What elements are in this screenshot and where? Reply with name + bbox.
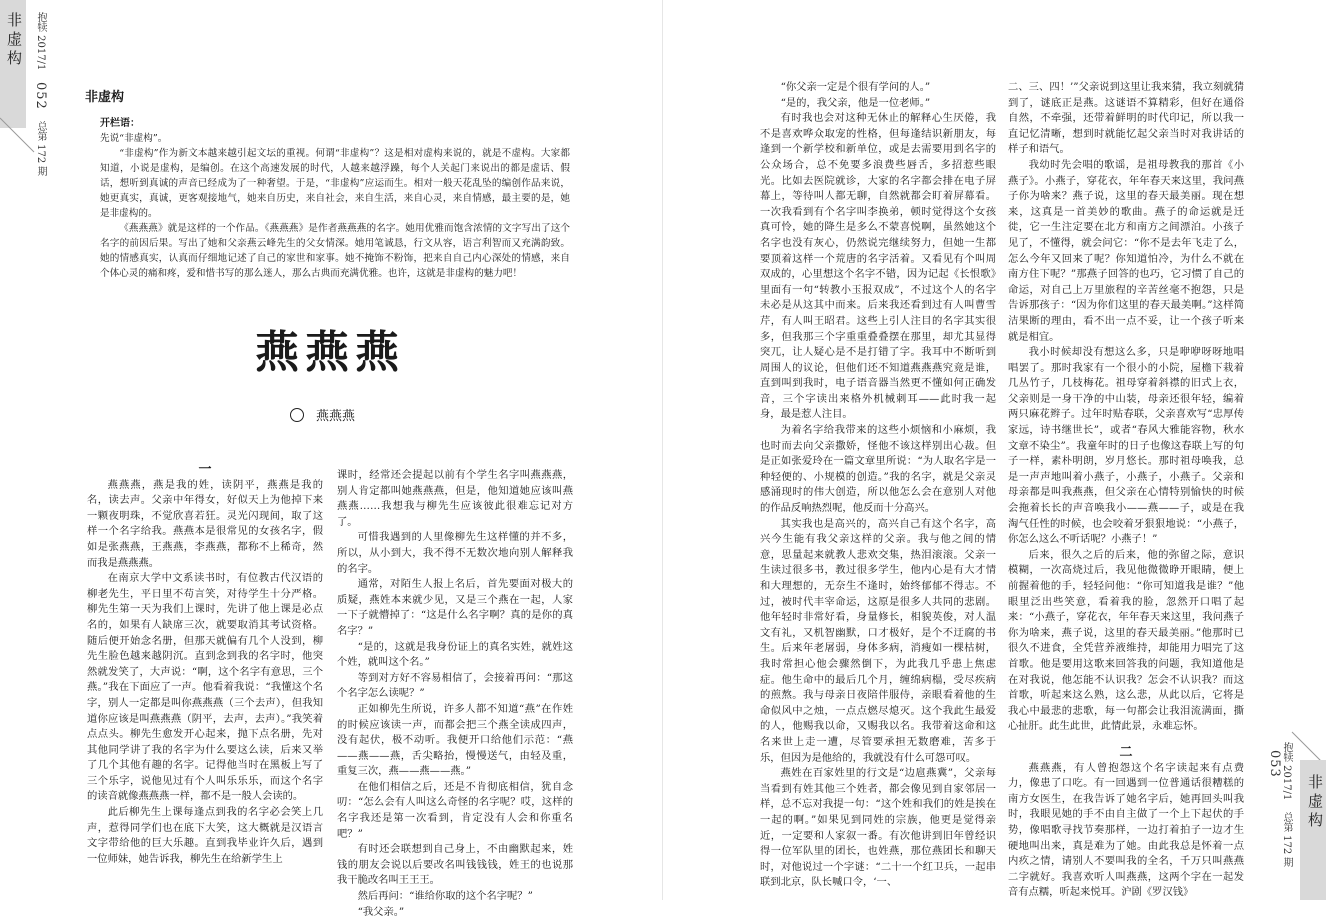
paragraph: “你父亲一定是个很有学问的人。” <box>780 81 931 93</box>
right-tab-label: 非虚构 <box>1306 774 1324 831</box>
right-journal: 抱犊 2017/1 <box>1281 742 1292 801</box>
paragraph: 然后再问：“谁给你取的这个名字呢？” <box>357 890 533 903</box>
left-running-header <box>34 12 46 176</box>
section-number-2: 二 <box>1119 744 1133 760</box>
text-column-4 <box>1008 80 1244 899</box>
text-column-1 <box>87 462 323 892</box>
section-number-1: 一 <box>198 462 212 477</box>
paragraph: 燕姓在百家姓里的行文是“边扈燕冀”，父亲每当看到有姓其他三个姓者，都会像见到自家邻居一样，总不忘对我提一句：“这个姓和我们的姓是挨在一起的啊。”如果见到同姓的宗族，他更是觉得亲近，一定要和人家叙一番。有次他讲到旧年曾经识得一位军队里的团长，也姓燕，那位燕团长和聊天时，对他说过一个字谜：“二十一个红卫兵，一起串联到北京，队长喊口令，‘一、 <box>760 767 996 889</box>
paragraph: 课时，经常还会提起以前有个学生名字叫燕燕燕，别人肯定都叫她燕燕燕，但是，他知道她应该叫燕燕燕……我想我与柳先生应该彼此很难忘记对方了。 <box>337 469 573 528</box>
editor-note-p3: 《燕燕燕》就是这样的一个作品。《燕燕燕》是作者燕燕燕的名字。她用优雅而饱含浓情的文字写出了这个名字的前因后果。写出了她和父亲燕云峰先生的父女情深。她用笔诚恳，行文从容，语言利智而又充满韵致。她的情感真实，认真而仔细地记述了自己的家世和家事。她不掩饰不粉饰，把来自自己内心深处的情感，来自个体心灵的痛和疼，爱和惜书写的那么迷人，那么古典而充满优雅。也许，这就是非虚构的魅力吧！ <box>100 223 570 279</box>
paragraph: 可惜我遇到的人里像柳先生这样懂的并不多，所以，从小到大，我不得不无数次地向别人解释我的名字。 <box>337 531 573 575</box>
text-column-3 <box>760 80 996 892</box>
paragraph: “是的，我父亲，他是一位老师。” <box>780 96 931 109</box>
paragraph: 为着名字给我带来的这些小烦恼和小麻烦，我也时而去向父亲撒娇，怪他不该这样别出心裁。但是正如张爱玲在一篇文章里所说：“为人取名字是一种轻便的、小规模的创造。”我的名字，就是父亲灵感涌现时的伟大创造，所以他怎么会在意别人对他的作品反响热烈呢，他反而十分高兴。 <box>760 424 996 515</box>
left-journal: 抱犊 2017/1 <box>35 12 46 71</box>
paragraph: 通常，对陌生人报上名后，首先要面对极大的质疑，燕姓本来就少见，又是三个燕在一起，人家一下子就懵掉了：“这是什么名字啊？真的是你的真名字？” <box>337 578 573 637</box>
paragraph: 其实我也是高兴的，高兴自己有这个名字，高兴今生能有我父亲这样的父亲。我与他之间的情意，思量起来就教人悲欢交集，热泪滚滚。父亲一生读过很多书，教过很多学生，他内心是有大才情和大理想的，无奈生不逢时，始终郁郁不得志。不过，被时代丰宰命运，这原是很多人共同的悲剧。他年轻时非常好看，身量修长，相貌英俊，对人温文有礼，又机智幽默，口才极好，是个不迂腐的书生。后来年老屠弱，身体多病，消瘦如一棵枯树，我时常担心他会骤然倒下，为此我几乎患上焦虑症。他生命中的最后几个月，缠绵病榻，受尽疾病的煎熬。我与母亲日夜陪伴服侍，亲眼看着他的生命似风中之烛，一点点燃尽熄灭。这个我此生最爱的人，他赐我以命，又赐我以名。我带着这命和这名来世上走一遭，尽管要承担无数磨难，苦多于乐，但因为是他给的，我就没有什么可怨可叹。 <box>760 517 996 764</box>
paragraph: 在他们相信之后，还是不肯彻底相信，犹自念叨：“怎么会有人叫这么奇怪的名字呢？哎，这样的名字我还是第一次看到，肯定没有人会和你重名吧？” <box>337 780 573 840</box>
paragraph: 正如柳先生所说，许多人都不知道“燕”在作姓的时候应该读一声，而都会把三个燕全读成四声，没有起伏，极不动听。我便开口给他们示范：“燕——燕——燕，舌尖略抬，慢慢送气，由轻及重，重复三次，燕——燕——燕。” <box>337 702 573 778</box>
right-issue: 总第 172 期 <box>1281 811 1292 867</box>
left-tab-label: 非虚构 <box>5 12 23 69</box>
left-page-number: 052 <box>33 81 48 110</box>
circle-icon <box>290 408 304 422</box>
paragraph: “我父亲。” <box>357 905 405 918</box>
corner-diagonal-icon <box>0 118 34 152</box>
paragraph: 我小时候却没有想这么多，只是咿咿呀呀地唱唱罢了。那时我家有一个很小的小院，屋檐下栽着几丛竹子，几枝梅花。祖母穿着斜襟的旧式上衣，父亲则是一身干净的中山装，母亲还很年轻，编着两只麻花辫子。过年时贴春联，父亲喜欢写“忠厚传家远，诗书继世长”，或者“春风大雅能容物，秋水文章不染尘”。我童年时的日子也像这春联上写的句子一样，素朴明朗，岁月悠长。那时祖母唤我，总是一声声地叫着小燕子，小燕子，小燕子。父亲和母亲都是叫我燕燕，但父亲在心情特别愉快的时候会拖着长长的声音唤我小——燕——子，或是在我淘气任性的时候，也会咬着牙狠狠地说：“小燕子，你怎么这么不听话呢？小燕子！” <box>1008 346 1244 546</box>
right-page-number: 053 <box>1267 750 1282 778</box>
article-title: 燕燕燕 <box>255 327 405 378</box>
paragraph: 有时我也会对这种无休止的解释心生厌倦，我不是喜欢哗众取宠的性格，但每逢结识新朋友，每逢到一个新学校和新单位，或是去需要用到名字的公众场合，总不免要多浪费些唇舌，多招惹些眼光。比如去医院就诊，大家的名字都会排在电子屏幕上，等待叫人都无聊，自然就都会盯着屏幕看。一次我看到有个名字叫李换弟，顿时觉得这个女孩真可怜，她的降生是多么不蒙喜悦啊，虽然她这个名字也没有灰心，仍然说完继续努力，但她一生都要顶着这样一个荒唐的名字活着。又看见有个叫周双成的，心里想这个名字不错，因为记起《长恨歌》里面有一句“转教小玉报双成”，不过这个人的名字未必是从这其中而来。后来我还看到过有人叫曹雪芹，有人叫王昭君。这些上引人注目的名字其实很多，但我那三个字重重叠叠摆在那里，却尤其显得突兀，让人疑心是不是打错了字。我耳中不断听到周围人的议论，但他们还不知道燕燕燕究竟是谁，直到叫到我时，电子语音器当然更不懂如何正确发音，三个字读出来格外机械刺耳——此时我一起身，最是惹人注目。 <box>760 112 996 421</box>
paragraph: 燕燕燕，有人曾抱怨这个名字读起来有点费力，像患了口吃。有一回遇到一位普通话很糟糕的南方女医生，在我告诉了她名字后，她再回头叫我时，我眼见她的手不由自主做了一个上下起伏的手势，像唱歌寻找节奏那样，一边打着拍子一边才生硬地叫出来，真是难为了她。由此我总是怀着一点内疚之情，请别人不要叫我的全名，千万只叫燕燕二字就好。我喜欢听人叫燕燕，这两个字在一起发音有点糯，听起来悦耳。沪剧《罗汉钱》 <box>1008 761 1244 899</box>
paragraph: 此后柳先生上课每逢点到我的名字必会笑上几声，惹得同学们也在底下大笑，这大概就是汉语言文字带给他的巨大乐趣。直到我毕业许久后，遇到一位师妹，她告诉我，柳先生在给新学生上 <box>87 806 323 865</box>
left-page <box>0 0 663 918</box>
right-running-header <box>1268 742 1292 900</box>
paragraph: 我幼时先会唱的歌谣，是祖母教我的那首《小燕子》。小燕子，穿花衣，年年春天来这里，我问燕子你为啥来？燕子说，这里的春天最美丽。现在想来，这真是一首美妙的歌曲。燕子的命运就是迁徙，它一生注定要在北方和南方之间漂泊。小孩子见了，不懂得，就会问它：“你不是去年飞走了么，怎么今年又回来了呢？你知道怕冷，为什么不就在南方住下呢？”那燕子回答的也巧，它习惯了自己的命运，对自己上万里旅程的辛苦丝毫不抱怨，只是告诉那孩子：“因为你们这里的春天最美啊。”这样简洁果断的理由，看不出一点不妥，让一个孩子听来就是相宜。 <box>1008 158 1244 343</box>
editor-note <box>100 116 570 281</box>
paragraph: 燕燕燕，燕是我的姓，读阴平，燕燕是我的名，读去声。父亲中年得女，好似天上为他掉下来一颗夜明珠，不觉欣喜若狂。灵光闪现间，取了这样一个名字给我。燕燕本是很常见的女孩名字，假如是张燕燕，王燕燕，李燕燕，都称不上稀奇，然而我是燕燕燕。 <box>87 478 323 569</box>
paragraph: 等到对方好不容易相信了，会接着再问：“那这个名字怎么读呢？” <box>337 671 573 700</box>
paragraph: “是的，这就是我身份证上的真名实姓，就姓这个姓，就叫这个名。” <box>337 640 573 669</box>
right-margin-tab <box>1300 760 1326 900</box>
column-label: 非虚构 <box>85 90 125 105</box>
paragraph: 后来，很久之后的后来，他的弥留之际，意识模糊，一次高烧过后，我见他微微睁开眼睛，便上前握着他的手，轻轻问他：“你可知道我是谁？”他眼里泛出些笑意，看着我的脸，忽然开口唱了起来：“小燕子，穿花衣，年年春天来这里，我问燕子你为啥来，燕子说，这里的春天最美丽。”他那时已很久不进食，全凭营养液维持，却能用力唱完了这首歌。他是要用这歌来回答我的问题，我知道他是在对我说，他怎能不认识我？怎会不认识我？而这首歌，听起来这么熟，这么悲，从此以后，它将是我心中最悲的悲歌，每一句都会让我泪流满面，撕心扯肝。此生此世，此情此景，永难忘怀。 <box>1008 548 1244 733</box>
editor-note-p2: “非虚构”作为新文本越来越引起文坛的重视。何谓“非虚构”？这是相对虚构来说的，就是不虚构。大家都知道，小说是虚构，是编创。在这个高速发展的时代，人越来越浮躁，每个人关起门来说出的都是虚话、假话，想听到真诚的声音已经成为了一种奢望。于是，“非虚构”应运而生。相对一般天花乱坠的编创作品来说，她更真实，真诚，更客观接地气，她来自历史，来自社会，来自生活，来自心灵，来自情感，最主要的是，她是非虚构的。 <box>100 148 570 219</box>
author-name: 燕燕燕 <box>316 409 356 424</box>
author-line <box>290 405 355 424</box>
left-margin-tab <box>0 0 26 128</box>
left-issue: 总第 172 期 <box>35 120 46 177</box>
editor-note-heading: 开栏语： <box>100 118 140 129</box>
editor-note-p1: 先说“非虚构”。 <box>100 133 168 144</box>
paragraph: 在南京大学中文系读书时，有位教古代汉语的柳老先生，平日里不苟言笑，对待学生十分严格。柳先生第一天为我们上课时，先讲了他上课是必点名的，如果有人缺席三次，就要取消其考试资格。随后便开始念名册，但那天就偏有几个人没到，柳先生脸色越来越阴沉。直到念到我的名字时，他突然就发笑了，大声说：“啊，这个名字有意思，三个燕。”我在下面应了一声。他看着我说：“我懂这个名字，别人一定都是叫你燕燕燕（三个去声），但我知道你应该是叫燕燕燕（阴平，去声，去声）。”我笑着点点头。柳先生愈发开心起来，抛下点名册，先对其他同学讲了我的名字为什么要这么读，后来又举了几个其他有趣的名字。记得他当时在黑板上写了三个乐字，说他见过有个人叫乐乐乐，而这个名字的读音就像燕燕燕一样，都不是一般人会读的。 <box>87 572 323 803</box>
paragraph: 二、三、四！’”父亲说到这里让我来猜，我立刻就猜到了，谜底正是燕。这谜语不算精彩，但好在通俗自然，不牵强，还带着鲜明的时代印记，所以我一直记忆清晰，想到时就能忆起父亲当时对我讲话的样子和语气。 <box>1008 81 1244 156</box>
text-column-2 <box>337 468 573 918</box>
paragraph: 有时还会联想到自己身上，不由幽默起来，姓钱的朋友会说以后要改名叫钱钱钱，姓王的也说那我干脆改名叫王王王。 <box>337 843 573 887</box>
right-page <box>663 0 1326 900</box>
